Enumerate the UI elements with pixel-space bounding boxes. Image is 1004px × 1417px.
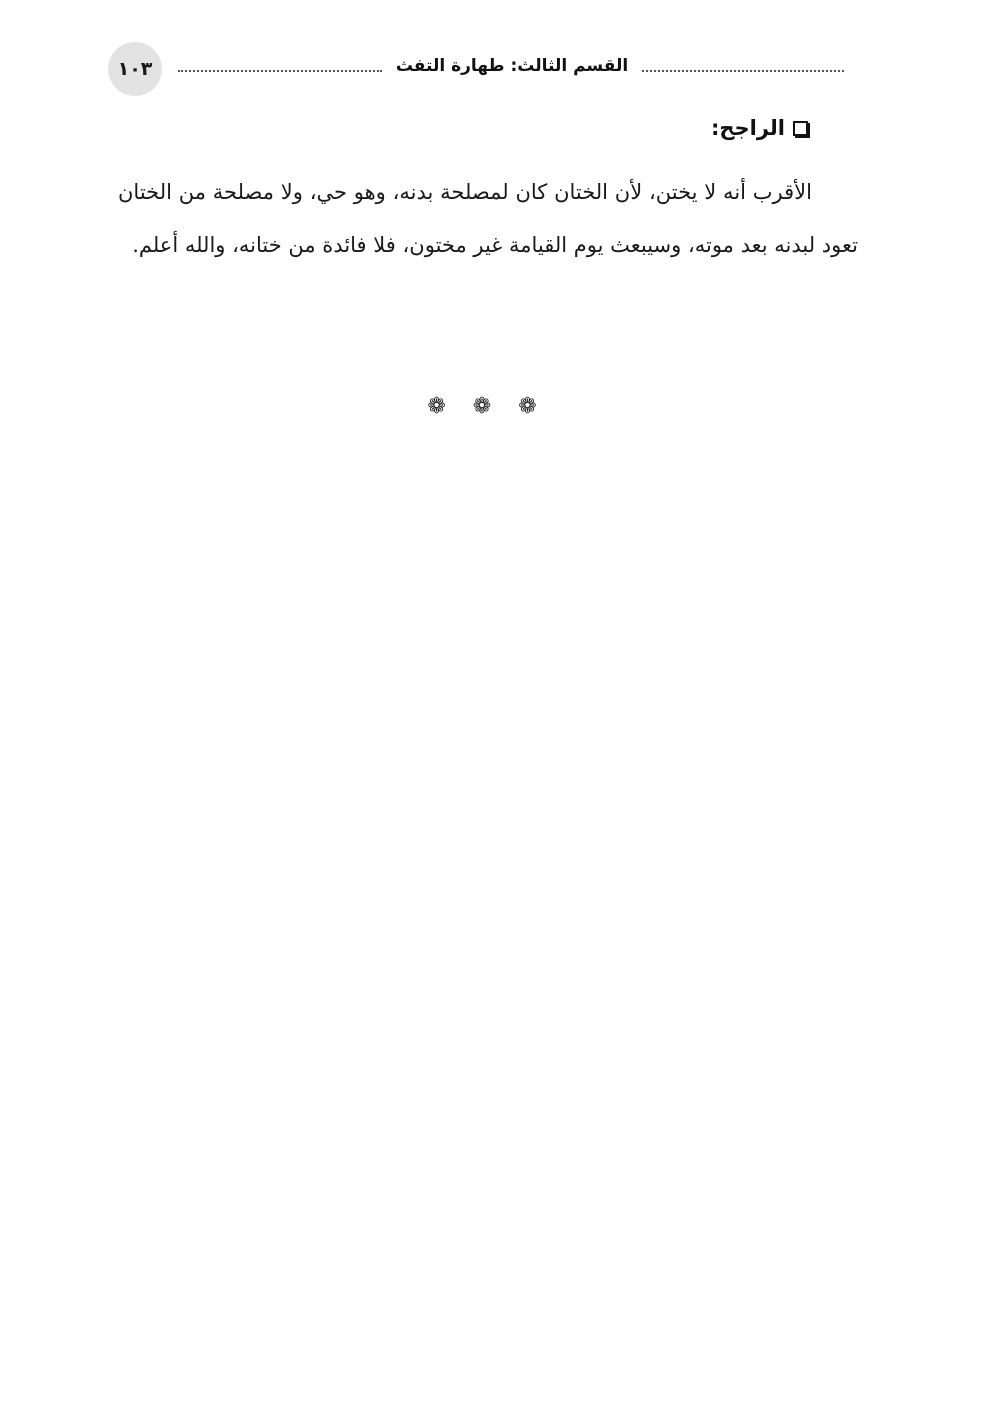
running-title: القسم الثالث: طهارة التفث	[395, 56, 629, 76]
section-heading	[711, 116, 808, 140]
page-number-badge: ١٠٣	[108, 42, 162, 96]
body-paragraph-text: الأقرب أنه لا يختن، لأن الختان كان لمصلحة بدنه، وهو حي، ولا مصلحة من الختان تعود لبدنه بعد موته، وسيبعث يوم القيامة غير مختون، فلا فائدة من ختانه، والله أعلم.	[118, 180, 858, 257]
section-end-ornament: ❁ ❁ ❁	[427, 394, 547, 419]
header-dotted-leader-right	[642, 70, 844, 72]
section-heading-text: الراجح:	[710, 116, 785, 140]
checkbox-icon	[793, 121, 808, 136]
body-paragraph	[118, 166, 858, 272]
header-dotted-leader-left	[178, 70, 382, 72]
page-header	[108, 42, 844, 96]
